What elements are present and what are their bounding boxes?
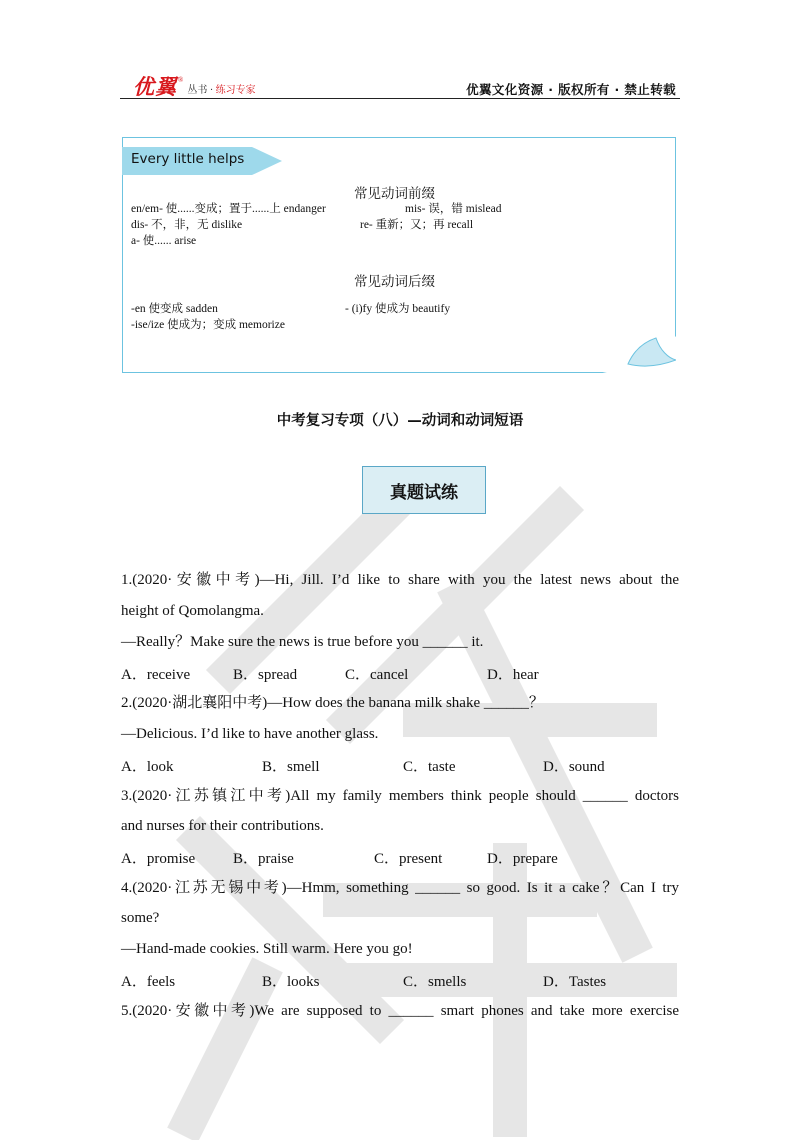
question-1-line: 1.(2020·安徽中考)—Hi, Jill. I’d like to share with you the latest news about the [121, 572, 679, 588]
option-b: B．praise [233, 851, 294, 867]
tips-tab-label: Every little helps [131, 151, 245, 167]
option-c: C．taste [403, 759, 456, 775]
question-2-line: —Delicious. I’d like to have another glass. [121, 726, 379, 742]
option-d: D．prepare [487, 851, 558, 867]
watermark-logo [160, 420, 680, 1140]
brand-series-suffix: 练习专家 [215, 85, 256, 96]
brand-series-prefix: 丛书 · [187, 85, 216, 96]
option-a: A．feels [121, 974, 176, 990]
question-3-line: and nurses for their contributions. [121, 818, 324, 834]
question-4-line: 4.(2020·江苏无锡中考)—Hmm, something ______ so good. Is it a cake？Can I try [121, 880, 679, 896]
prefix-item: en/em- 使......变成；置于......上 endanger [131, 203, 326, 215]
option-a: A．look [121, 759, 174, 775]
option-d: D．Tastes [543, 974, 607, 990]
copyright-notice: 优翼文化资源 · 版权所有 · 禁止转载 [466, 82, 676, 97]
option-d: D．hear [487, 667, 539, 683]
option-b: B．looks [262, 974, 320, 990]
prefix-item: a- 使...... arise [131, 235, 197, 247]
suffix-item: -ise/ize 使成为；变成 memorize [131, 319, 285, 331]
question-1-line: —Really？Make sure the news is true before you ______ it. [121, 634, 484, 650]
unit-title: 中考复习专项（八）—动词和动词短语 [276, 413, 524, 429]
option-c: C．cancel [345, 667, 409, 683]
option-b: B．smell [262, 759, 320, 775]
registered-mark: ® [178, 76, 184, 84]
prefix-item: mis- 误，错 mislead [405, 203, 502, 215]
option-b: B．spread [233, 667, 298, 683]
suffix-section-title: 常见动词后缀 [354, 274, 435, 290]
option-d: D．sound [543, 759, 605, 775]
brand-logo: 优翼 [133, 75, 177, 99]
option-a: A．promise [121, 851, 196, 867]
question-3-line: 3.(2020·江苏镇江中考)All my family members think people should ______ doctors [121, 788, 679, 804]
option-c: C．smells [403, 974, 467, 990]
header-divider [120, 98, 680, 99]
question-2-line: 2.(2020·湖北襄阳中考)—How does the banana milk shake ______？ [121, 695, 544, 711]
prefix-section-title: 常见动词前缀 [354, 186, 435, 202]
practice-heading: 真题试练 [362, 466, 486, 514]
question-1-line: height of Qomolangma. [121, 603, 264, 619]
prefix-item: re- 重新；又；再 recall [360, 219, 474, 231]
page-curl-decoration [598, 320, 676, 374]
option-c: C．present [374, 851, 443, 867]
question-4-line: —Hand-made cookies. Still warm. Here you go! [121, 941, 413, 957]
prefix-item: dis- 不，非，无 dislike [131, 219, 243, 231]
brand-series [187, 84, 255, 98]
suffix-item: - (i)fy 使成为 beautify [345, 303, 451, 315]
suffix-item: -en 使变成 sadden [131, 303, 218, 315]
question-4-line: some? [121, 910, 160, 926]
option-a: A．receive [121, 667, 191, 683]
brand-logo-area [133, 76, 256, 98]
question-5-line: 5.(2020·安徽中考)We are supposed to ______ smart phones and take more exercise [121, 1003, 679, 1019]
